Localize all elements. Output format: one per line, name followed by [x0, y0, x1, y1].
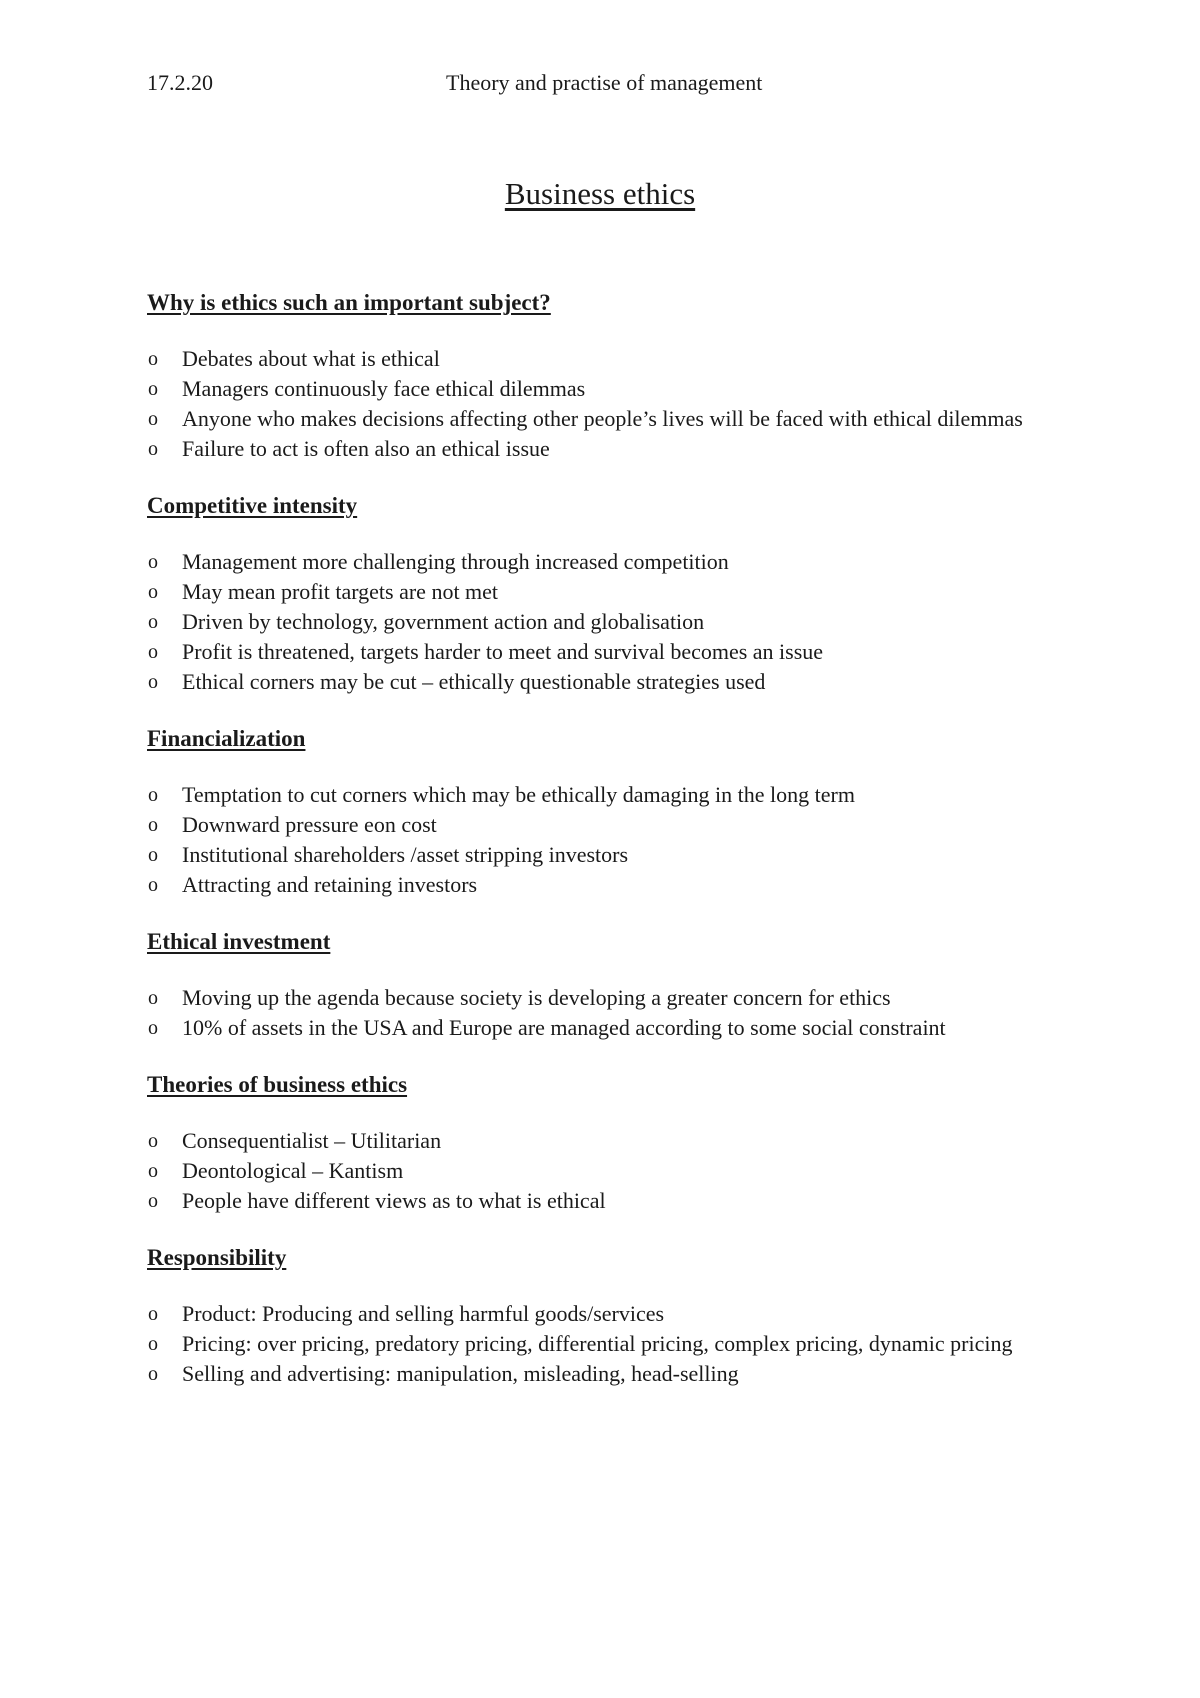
list-item-text: Anyone who makes decisions affecting other people’s lives will be faced with ethical dilemmas [182, 406, 1023, 431]
list-item-text: Driven by technology, government action and globalisation [182, 609, 705, 634]
list-item-text: Institutional shareholders /asset stripping investors [182, 842, 629, 867]
list-item [147, 344, 1047, 374]
bullet-marker-icon: o [148, 1333, 158, 1355]
bullet-marker-icon: o [148, 408, 158, 430]
bullet-marker-icon: o [148, 1017, 158, 1039]
section [147, 1243, 1047, 1389]
list-item-text: People have different views as to what is ethical [182, 1188, 606, 1213]
bullet-marker-icon: o [148, 1363, 158, 1385]
list-item-text: Ethical corners may be cut – ethically questionable strategies used [182, 669, 766, 694]
section [147, 288, 1047, 464]
list-item [147, 577, 1047, 607]
list-item-text: Product: Producing and selling harmful goods/services [182, 1301, 665, 1326]
list-item-text: 10% of assets in the USA and Europe are managed according to some social constraint [182, 1015, 946, 1040]
list-item [147, 1156, 1047, 1186]
list-item [147, 983, 1047, 1013]
list-item [147, 1013, 1047, 1043]
section [147, 1070, 1047, 1216]
section-heading: Financialization [147, 726, 306, 751]
bullet-marker-icon: o [148, 671, 158, 693]
bullet-list [147, 1299, 1047, 1389]
list-item [147, 637, 1047, 667]
section [147, 724, 1047, 900]
list-item-text: May mean profit targets are not met [182, 579, 499, 604]
list-item [147, 1359, 1047, 1389]
document-title: Business ethics [504, 176, 696, 211]
list-item [147, 1126, 1047, 1156]
list-item-text: Downward pressure eon cost [182, 812, 437, 837]
list-item [147, 840, 1047, 870]
list-item [147, 404, 1047, 434]
sections-container [147, 288, 1047, 1416]
section-heading: Ethical investment [147, 929, 331, 954]
bullet-marker-icon: o [148, 611, 158, 633]
header-course-title: Theory and practise of management [446, 70, 763, 95]
list-item-text: Pricing: over pricing, predatory pricing, differential pricing, complex pricing, dynamic pricing [182, 1331, 1013, 1356]
section-heading: Competitive intensity [147, 493, 358, 518]
list-item [147, 780, 1047, 810]
list-item-text: Selling and advertising: manipulation, misleading, head-selling [182, 1361, 739, 1386]
list-item [147, 1186, 1047, 1216]
list-item [147, 1329, 1047, 1359]
bullet-list [147, 983, 1047, 1043]
list-item [147, 607, 1047, 637]
list-item-text: Failure to act is often also an ethical issue [182, 436, 550, 461]
section [147, 491, 1047, 697]
section [147, 927, 1047, 1043]
section-heading: Theories of business ethics [147, 1072, 408, 1097]
bullet-list [147, 1126, 1047, 1216]
bullet-marker-icon: o [148, 438, 158, 460]
list-item [147, 870, 1047, 900]
bullet-marker-icon: o [148, 581, 158, 603]
bullet-marker-icon: o [148, 348, 158, 370]
list-item [147, 667, 1047, 697]
bullet-marker-icon: o [148, 844, 158, 866]
bullet-marker-icon: o [148, 551, 158, 573]
bullet-marker-icon: o [148, 784, 158, 806]
list-item [147, 374, 1047, 404]
list-item [147, 1299, 1047, 1329]
section-heading: Responsibility [147, 1245, 287, 1270]
list-item-text: Temptation to cut corners which may be ethically damaging in the long term [182, 782, 855, 807]
bullet-marker-icon: o [148, 1130, 158, 1152]
list-item [147, 547, 1047, 577]
list-item [147, 810, 1047, 840]
bullet-marker-icon: o [148, 814, 158, 836]
list-item-text: Debates about what is ethical [182, 346, 440, 371]
bullet-list [147, 547, 1047, 697]
section-heading: Why is ethics such an important subject? [147, 290, 551, 315]
list-item-text: Managers continuously face ethical dilemmas [182, 376, 586, 401]
bullet-list [147, 344, 1047, 464]
list-item [147, 434, 1047, 464]
bullet-marker-icon: o [148, 987, 158, 1009]
bullet-marker-icon: o [148, 1303, 158, 1325]
bullet-marker-icon: o [148, 874, 158, 896]
bullet-marker-icon: o [148, 1160, 158, 1182]
list-item-text: Moving up the agenda because society is developing a greater concern for ethics [182, 985, 891, 1010]
bullet-marker-icon: o [148, 378, 158, 400]
list-item-text: Management more challenging through increased competition [182, 549, 729, 574]
bullet-list [147, 780, 1047, 900]
list-item-text: Profit is threatened, targets harder to meet and survival becomes an issue [182, 639, 824, 664]
header-date: 17.2.20 [147, 70, 213, 95]
list-item-text: Deontological – Kantism [182, 1158, 404, 1183]
list-item-text: Consequentialist – Utilitarian [182, 1128, 442, 1153]
bullet-marker-icon: o [148, 1190, 158, 1212]
bullet-marker-icon: o [148, 641, 158, 663]
list-item-text: Attracting and retaining investors [182, 872, 478, 897]
